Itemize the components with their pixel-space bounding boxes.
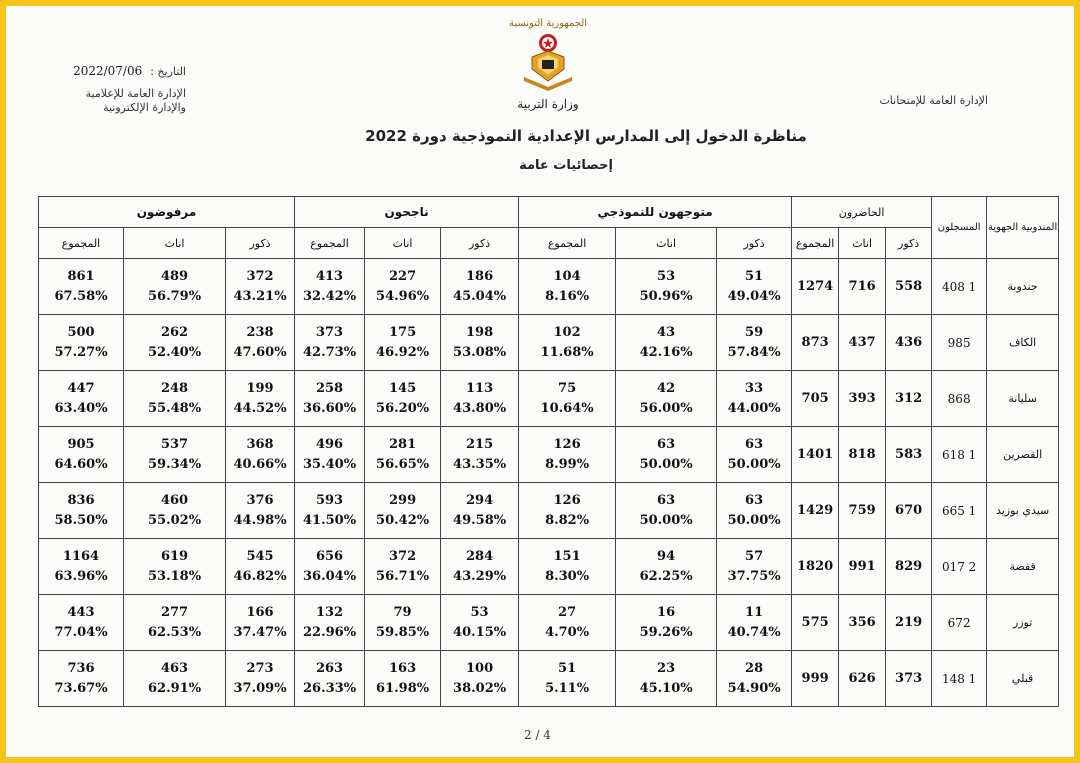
passed-males-cell	[441, 259, 519, 315]
present-total-cell: 1429	[792, 483, 839, 539]
percent: 49.04%	[727, 288, 781, 304]
oriented-total-cell	[519, 595, 616, 651]
value: 372	[246, 268, 274, 284]
passed-females-cell	[365, 651, 441, 707]
value: 373	[315, 324, 344, 340]
oriented-total-cell	[519, 259, 616, 315]
value: 59	[745, 324, 764, 340]
percent: 35.40%	[303, 456, 357, 472]
present-males-cell: 436	[886, 315, 932, 371]
value: 145	[388, 380, 417, 396]
percent: 57.84%	[727, 344, 781, 360]
percent: 8.99%	[545, 456, 590, 472]
passed-males-cell	[441, 483, 519, 539]
rejected-total-cell	[39, 315, 124, 371]
value: 593	[315, 492, 344, 508]
percent: 50.00%	[639, 456, 693, 472]
header-oriented-total: المجموع	[519, 228, 616, 259]
percent: 44.00%	[727, 400, 781, 416]
value: 281	[388, 436, 417, 452]
percent: 37.47%	[233, 624, 287, 640]
percent: 55.48%	[148, 400, 202, 416]
value: 258	[315, 380, 344, 396]
header-rejected-females: اناث	[124, 228, 226, 259]
region-cell: القصرين	[987, 427, 1059, 483]
value: 376	[246, 492, 274, 508]
percent: 56.20%	[376, 400, 430, 416]
percent: 32.42%	[303, 288, 357, 304]
passed-total-cell	[295, 539, 365, 595]
percent: 8.30%	[545, 568, 590, 584]
value: 28	[745, 660, 764, 676]
present-females-cell: 393	[839, 371, 886, 427]
value: 294	[465, 492, 494, 508]
value: 1164	[62, 548, 100, 564]
percent: 73.67%	[54, 680, 108, 696]
percent: 56.65%	[376, 456, 430, 472]
percent: 50.42%	[376, 512, 430, 528]
percent: 50.96%	[639, 288, 693, 304]
percent: 53.18%	[148, 568, 202, 584]
registered-cell: 1 618	[932, 427, 987, 483]
region-cell: سليانة	[987, 371, 1059, 427]
percent: 59.34%	[148, 456, 202, 472]
header-oriented-females: اناث	[616, 228, 717, 259]
percent: 62.91%	[148, 680, 202, 696]
percent: 46.92%	[376, 344, 430, 360]
header-present-males: ذكور	[886, 228, 932, 259]
passed-males-cell	[441, 427, 519, 483]
percent: 41.50%	[303, 512, 357, 528]
percent: 40.74%	[727, 624, 781, 640]
present-males-cell: 219	[886, 595, 932, 651]
left-org-line-1: الإدارة العامة للإعلامية	[85, 87, 186, 100]
present-females-cell: 626	[839, 651, 886, 707]
present-total-cell: 705	[792, 371, 839, 427]
passed-males-cell	[441, 595, 519, 651]
registered-cell: 985	[932, 315, 987, 371]
percent: 63.96%	[54, 568, 108, 584]
percent: 8.82%	[545, 512, 590, 528]
percent: 77.04%	[54, 624, 108, 640]
percent: 44.98%	[233, 512, 287, 528]
percent: 43.29%	[453, 568, 507, 584]
rejected-total-cell	[39, 539, 124, 595]
present-males-cell: 312	[886, 371, 932, 427]
value: 104	[553, 268, 581, 284]
passed-females-cell	[365, 595, 441, 651]
passed-females-cell	[365, 315, 441, 371]
rejected-males-cell	[226, 427, 295, 483]
value: 132	[315, 604, 344, 620]
rejected-total-cell	[39, 651, 124, 707]
percent: 38.02%	[453, 680, 507, 696]
passed-total-cell	[295, 315, 365, 371]
present-total-cell: 1401	[792, 427, 839, 483]
oriented-females-cell	[616, 651, 717, 707]
value: 126	[553, 436, 581, 452]
percent: 11.68%	[540, 344, 594, 360]
table-row	[39, 651, 1059, 707]
header-passed: ناجحون	[295, 197, 519, 228]
rejected-males-cell	[226, 259, 295, 315]
rejected-total-cell	[39, 427, 124, 483]
rejected-males-cell	[226, 651, 295, 707]
present-females-cell: 356	[839, 595, 886, 651]
present-females-cell: 759	[839, 483, 886, 539]
value: 496	[315, 436, 344, 452]
present-total-cell: 1274	[792, 259, 839, 315]
page-number: 2 / 4	[524, 728, 551, 742]
table-row	[39, 427, 1059, 483]
table-row	[39, 259, 1059, 315]
percent: 67.58%	[54, 288, 108, 304]
rejected-females-cell	[124, 539, 226, 595]
oriented-total-cell	[519, 651, 616, 707]
percent: 54.90%	[727, 680, 781, 696]
table-row	[39, 539, 1059, 595]
oriented-males-cell	[717, 315, 792, 371]
percent: 62.25%	[639, 568, 693, 584]
percent: 45.10%	[639, 680, 693, 696]
percent: 49.58%	[453, 512, 507, 528]
value: 63	[745, 492, 764, 508]
value: 736	[67, 660, 95, 676]
percent: 52.40%	[148, 344, 202, 360]
header-right-org: الإدارة العامة للإمتحانات	[879, 94, 988, 107]
value: 63	[657, 436, 676, 452]
value: 248	[160, 380, 189, 396]
passed-females-cell	[365, 427, 441, 483]
present-total-cell: 999	[792, 651, 839, 707]
rejected-total-cell	[39, 371, 124, 427]
percent: 42.16%	[639, 344, 693, 360]
percent: 50.00%	[639, 512, 693, 528]
percent: 55.02%	[148, 512, 202, 528]
header-oriented-males: ذكور	[717, 228, 792, 259]
oriented-females-cell	[616, 595, 717, 651]
left-org-line-2: والإدارة الإلكترونية	[103, 101, 186, 114]
rejected-males-cell	[226, 315, 295, 371]
value: 100	[465, 660, 494, 676]
document-page	[6, 6, 1074, 757]
header-rejected: مرفوضون	[39, 197, 295, 228]
percent: 36.60%	[303, 400, 357, 416]
value: 656	[315, 548, 344, 564]
passed-total-cell	[295, 259, 365, 315]
percent: 43.21%	[233, 288, 287, 304]
header-registered: المسجلون	[932, 197, 987, 259]
passed-total-cell	[295, 651, 365, 707]
percent: 47.60%	[233, 344, 287, 360]
value: 262	[160, 324, 189, 340]
present-males-cell: 583	[886, 427, 932, 483]
value: 27	[558, 604, 577, 620]
header-region: المندوبية الجهوية	[987, 197, 1059, 259]
percent: 46.82%	[233, 568, 287, 584]
table-row	[39, 315, 1059, 371]
oriented-total-cell	[519, 539, 616, 595]
page-title: مناظرة الدخول إلى المدارس الإعدادية النموذجية دورة 2022	[365, 127, 807, 145]
value: 277	[160, 604, 189, 620]
header-passed-total: المجموع	[295, 228, 365, 259]
value: 166	[246, 604, 274, 620]
oriented-total-cell	[519, 427, 616, 483]
registered-cell: 2 017	[932, 539, 987, 595]
value: 94	[657, 548, 676, 564]
value: 11	[745, 604, 764, 620]
rejected-total-cell	[39, 259, 124, 315]
passed-females-cell	[365, 539, 441, 595]
percent: 37.09%	[233, 680, 287, 696]
oriented-females-cell	[616, 539, 717, 595]
percent: 40.66%	[233, 456, 287, 472]
percent: 44.52%	[233, 400, 287, 416]
value: 443	[67, 604, 95, 620]
percent: 4.70%	[545, 624, 590, 640]
percent: 56.00%	[639, 400, 693, 416]
value: 43	[657, 324, 676, 340]
header-passed-females: اناث	[365, 228, 441, 259]
percent: 40.15%	[453, 624, 507, 640]
value: 905	[67, 436, 95, 452]
passed-females-cell	[365, 259, 441, 315]
percent: 56.79%	[148, 288, 202, 304]
value: 16	[657, 604, 676, 620]
header-oriented: متوجهون للنموذجي	[519, 197, 792, 228]
percent: 56.71%	[376, 568, 430, 584]
value: 299	[388, 492, 417, 508]
value: 273	[246, 660, 274, 676]
statistics-table	[38, 196, 1059, 707]
value: 227	[388, 268, 417, 284]
header-present-total: المجموع	[792, 228, 839, 259]
passed-males-cell	[441, 371, 519, 427]
present-females-cell: 991	[839, 539, 886, 595]
oriented-total-cell	[519, 315, 616, 371]
value: 33	[745, 380, 764, 396]
header-present-females: اناث	[839, 228, 886, 259]
value: 545	[246, 548, 274, 564]
rejected-males-cell	[226, 539, 295, 595]
percent: 59.26%	[639, 624, 693, 640]
value: 175	[388, 324, 417, 340]
rejected-females-cell	[124, 595, 226, 651]
value: 53	[470, 604, 489, 620]
value: 489	[160, 268, 189, 284]
present-total-cell: 873	[792, 315, 839, 371]
value: 42	[657, 380, 676, 396]
value: 836	[67, 492, 95, 508]
present-females-cell: 437	[839, 315, 886, 371]
oriented-females-cell	[616, 259, 717, 315]
oriented-total-cell	[519, 371, 616, 427]
value: 151	[553, 548, 581, 564]
oriented-females-cell	[616, 315, 717, 371]
value: 79	[393, 604, 412, 620]
percent: 5.11%	[545, 680, 590, 696]
header-left	[73, 64, 186, 115]
ministry-seal	[498, 18, 598, 122]
oriented-males-cell	[717, 651, 792, 707]
value: 447	[67, 380, 95, 396]
republic-label: الجمهورية التونسية	[508, 18, 588, 29]
percent: 42.73%	[303, 344, 357, 360]
percent: 22.96%	[303, 624, 357, 640]
header-passed-males: ذكور	[441, 228, 519, 259]
value: 63	[657, 492, 676, 508]
registered-cell: 868	[932, 371, 987, 427]
percent: 45.04%	[453, 288, 507, 304]
registered-cell: 1 408	[932, 259, 987, 315]
rejected-females-cell	[124, 315, 226, 371]
value: 413	[315, 268, 344, 284]
region-cell: قفصة	[987, 539, 1059, 595]
passed-total-cell	[295, 371, 365, 427]
registered-cell: 672	[932, 595, 987, 651]
region-cell: جندوبة	[987, 259, 1059, 315]
value: 463	[160, 660, 189, 676]
value: 238	[246, 324, 274, 340]
passed-males-cell	[441, 315, 519, 371]
passed-females-cell	[365, 483, 441, 539]
value: 23	[657, 660, 676, 676]
registered-cell: 1 148	[932, 651, 987, 707]
percent: 8.16%	[545, 288, 590, 304]
header-rejected-males: ذكور	[226, 228, 295, 259]
value: 537	[160, 436, 189, 452]
value: 215	[465, 436, 494, 452]
oriented-males-cell	[717, 595, 792, 651]
table-row	[39, 371, 1059, 427]
value: 75	[558, 380, 577, 396]
present-males-cell: 670	[886, 483, 932, 539]
value: 113	[465, 380, 494, 396]
percent: 59.85%	[376, 624, 430, 640]
percent: 50.00%	[727, 456, 781, 472]
value: 53	[657, 268, 676, 284]
value: 368	[246, 436, 274, 452]
passed-females-cell	[365, 371, 441, 427]
page-subtitle: إحصائيات عامة	[519, 158, 613, 173]
value: 63	[745, 436, 764, 452]
value: 500	[67, 324, 95, 340]
present-males-cell: 829	[886, 539, 932, 595]
percent: 37.75%	[727, 568, 781, 584]
date-line	[73, 64, 186, 79]
oriented-males-cell	[717, 371, 792, 427]
present-males-cell: 558	[886, 259, 932, 315]
oriented-males-cell	[717, 539, 792, 595]
value: 163	[388, 660, 417, 676]
value: 198	[465, 324, 494, 340]
present-males-cell: 373	[886, 651, 932, 707]
region-cell: سيدي بوزيد	[987, 483, 1059, 539]
rejected-females-cell	[124, 427, 226, 483]
date-value: 2022/07/06	[73, 64, 143, 78]
rejected-females-cell	[124, 651, 226, 707]
ministry-label: وزارة التربية	[517, 97, 579, 111]
percent: 43.35%	[453, 456, 507, 472]
rejected-males-cell	[226, 483, 295, 539]
passed-total-cell	[295, 427, 365, 483]
table-row	[39, 595, 1059, 651]
oriented-males-cell	[717, 483, 792, 539]
table-row	[39, 483, 1059, 539]
value: 57	[745, 548, 764, 564]
value: 861	[67, 268, 95, 284]
present-total-cell: 1820	[792, 539, 839, 595]
value: 263	[315, 660, 344, 676]
rejected-males-cell	[226, 595, 295, 651]
header-rejected-total: المجموع	[39, 228, 124, 259]
passed-total-cell	[295, 483, 365, 539]
oriented-total-cell	[519, 483, 616, 539]
percent: 43.80%	[453, 400, 507, 416]
value: 126	[553, 492, 581, 508]
present-females-cell: 716	[839, 259, 886, 315]
percent: 53.08%	[453, 344, 507, 360]
percent: 64.60%	[54, 456, 108, 472]
value: 460	[160, 492, 189, 508]
rejected-total-cell	[39, 483, 124, 539]
value: 51	[745, 268, 764, 284]
value: 372	[388, 548, 417, 564]
value: 284	[465, 548, 494, 564]
percent: 62.53%	[148, 624, 202, 640]
percent: 36.04%	[303, 568, 357, 584]
rejected-females-cell	[124, 483, 226, 539]
passed-total-cell	[295, 595, 365, 651]
rejected-females-cell	[124, 371, 226, 427]
registered-cell: 1 665	[932, 483, 987, 539]
value: 199	[246, 380, 274, 396]
percent: 50.00%	[727, 512, 781, 528]
percent: 57.27%	[54, 344, 108, 360]
oriented-males-cell	[717, 259, 792, 315]
percent: 10.64%	[540, 400, 594, 416]
value: 51	[558, 660, 577, 676]
percent: 54.96%	[376, 288, 430, 304]
percent: 61.98%	[376, 680, 430, 696]
percent: 26.33%	[303, 680, 357, 696]
header-present: الحاضرون	[792, 197, 932, 228]
region-cell: توزر	[987, 595, 1059, 651]
passed-males-cell	[441, 539, 519, 595]
present-total-cell: 575	[792, 595, 839, 651]
value: 102	[553, 324, 581, 340]
present-females-cell: 818	[839, 427, 886, 483]
rejected-total-cell	[39, 595, 124, 651]
value: 186	[465, 268, 494, 284]
oriented-females-cell	[616, 427, 717, 483]
percent: 63.40%	[54, 400, 108, 416]
passed-males-cell	[441, 651, 519, 707]
value: 619	[160, 548, 189, 564]
oriented-males-cell	[717, 427, 792, 483]
date-label: التاريخ :	[150, 65, 186, 78]
region-cell: الكاف	[987, 315, 1059, 371]
oriented-females-cell	[616, 483, 717, 539]
percent: 58.50%	[54, 512, 108, 528]
ministry-emblem-icon	[520, 29, 576, 91]
oriented-females-cell	[616, 371, 717, 427]
rejected-males-cell	[226, 371, 295, 427]
rejected-females-cell	[124, 259, 226, 315]
region-cell: قبلي	[987, 651, 1059, 707]
